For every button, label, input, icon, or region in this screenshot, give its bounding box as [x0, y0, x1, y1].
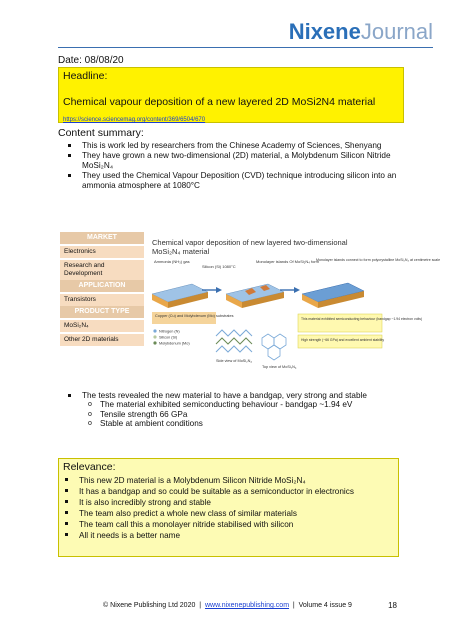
- sidebar-tag: Electronics: [60, 246, 144, 258]
- sidebar-tag: Other 2D materials: [60, 334, 144, 346]
- list-item: The tests revealed the new material to have a bandgap, very strong and stable: [62, 391, 402, 400]
- molybdenum-legend-dot: [153, 341, 156, 344]
- content-summary-title: Content summary:: [58, 127, 144, 139]
- cvd-diagram: [150, 256, 441, 372]
- arrow-head-2: [294, 287, 300, 293]
- list-item: The team also predict a whole new class of similar materials: [59, 508, 398, 519]
- test-results: [62, 391, 402, 429]
- islands-label: Monolayer islands Of MoSi₂N₄ form: [256, 259, 319, 264]
- silicon-temp-label: Silicon (Si) 1080°C: [202, 264, 236, 269]
- footer-separator: |: [292, 602, 295, 609]
- sidebar-heading: APPLICATION: [60, 280, 144, 292]
- side-view-label: Side view of MoSi₂N₄: [216, 359, 252, 363]
- list-item: This is work led by researchers from the Chinese Academy of Sciences, Shenyang: [62, 141, 402, 150]
- monolayer-label: Monolayer islands connect to form polycrystalline MoSi₂N₄ at centimetre scale: [316, 258, 441, 262]
- silicon-legend-dot: [153, 335, 156, 338]
- sidebar-tag: MoSi₂N₄: [60, 320, 144, 332]
- sidebar-tag: Research and Development: [60, 260, 144, 280]
- figure-title: Chemical vapor deposition of new layered two-dimensional MoSi₂N₄ material: [152, 238, 348, 256]
- nitrogen-legend: Nitrogen (N): [159, 329, 180, 334]
- infographic-figure: [60, 232, 441, 372]
- arrow-head-1: [216, 287, 222, 293]
- list-item: o The material exhibited semiconducting behaviour - bandgap ~1.94 eV: [62, 400, 402, 409]
- sidebar-heading: PRODUCT TYPE: [60, 306, 144, 318]
- figure-sidebar: [60, 232, 144, 346]
- top-view-lattice: [262, 334, 286, 360]
- page-footer: [0, 602, 455, 609]
- silicon-legend: Silicon (Si): [159, 335, 178, 340]
- list-item: This new 2D material is a Molybdenum Silicon Nitride MoSi₂N₄: [59, 475, 398, 486]
- ammonia-label: Ammonia (NH₃) gas: [154, 259, 190, 264]
- strength-text: High strength (~66 GPa) and excellent ambient stability: [301, 338, 385, 342]
- relevance-box: [58, 458, 399, 557]
- list-item: It has a bandgap and so could be suitable as a semiconductor in electronics: [59, 486, 398, 497]
- headline-box: [58, 67, 404, 123]
- page-number: 18: [388, 601, 397, 610]
- list-item: It is also incredibly strong and stable: [59, 497, 398, 508]
- source-link[interactable]: https://science.sciencemag.org/content/369/6504/670: [63, 117, 206, 123]
- website-link[interactable]: www.nixenepublishing.com: [204, 602, 290, 609]
- footer-separator: |: [199, 602, 202, 609]
- content-summary: [62, 141, 402, 191]
- list-item: o Tensile strength 66 GPa: [62, 410, 402, 419]
- list-item: They have grown a new two-dimensional (2D) material, a Molybdenum Silicon Nitride MoSi₂N₄: [62, 151, 402, 170]
- top-view-label: Top view of MoSi₂N₄: [262, 365, 297, 369]
- molybdenum-legend: Molybdenum (Mo): [159, 341, 190, 346]
- side-view-lattice: [216, 330, 252, 352]
- sidebar-tag: Transistors: [60, 294, 144, 306]
- list-item: The team call this a monolayer nitride stabilised with silicon: [59, 519, 398, 530]
- sidebar-heading: MARKET: [60, 232, 144, 244]
- journal-logo: NixeneJournal: [288, 19, 433, 44]
- nitrogen-legend-dot: [153, 329, 156, 332]
- copyright: © Nixene Publishing Ltd 2020: [103, 602, 196, 609]
- list-item: o Stable at ambient conditions: [62, 419, 402, 428]
- substrate-label: Copper (Cu) and Molybdenum (Mo) substrates: [155, 314, 234, 318]
- volume-label: Volume 4 issue 9: [298, 602, 352, 609]
- date-label: Date: 08/08/20: [58, 55, 124, 66]
- list-item: All it needs is a better name: [59, 530, 398, 541]
- relevance-title: Relevance:: [63, 461, 116, 473]
- semiconducting-text: This material exhibited semiconducting behaviour (bandgap ~1.94 electron volts): [301, 317, 423, 321]
- header-divider: [58, 47, 433, 48]
- list-item: They used the Chemical Vapour Deposition (CVD) technique introducing silicon into an ammonia atmosphere at 1080°C: [62, 171, 402, 190]
- headline-label: Headline:: [63, 70, 108, 82]
- headline-title: Chemical vapour deposition of a new layered 2D MoSi2N4 material: [63, 96, 376, 108]
